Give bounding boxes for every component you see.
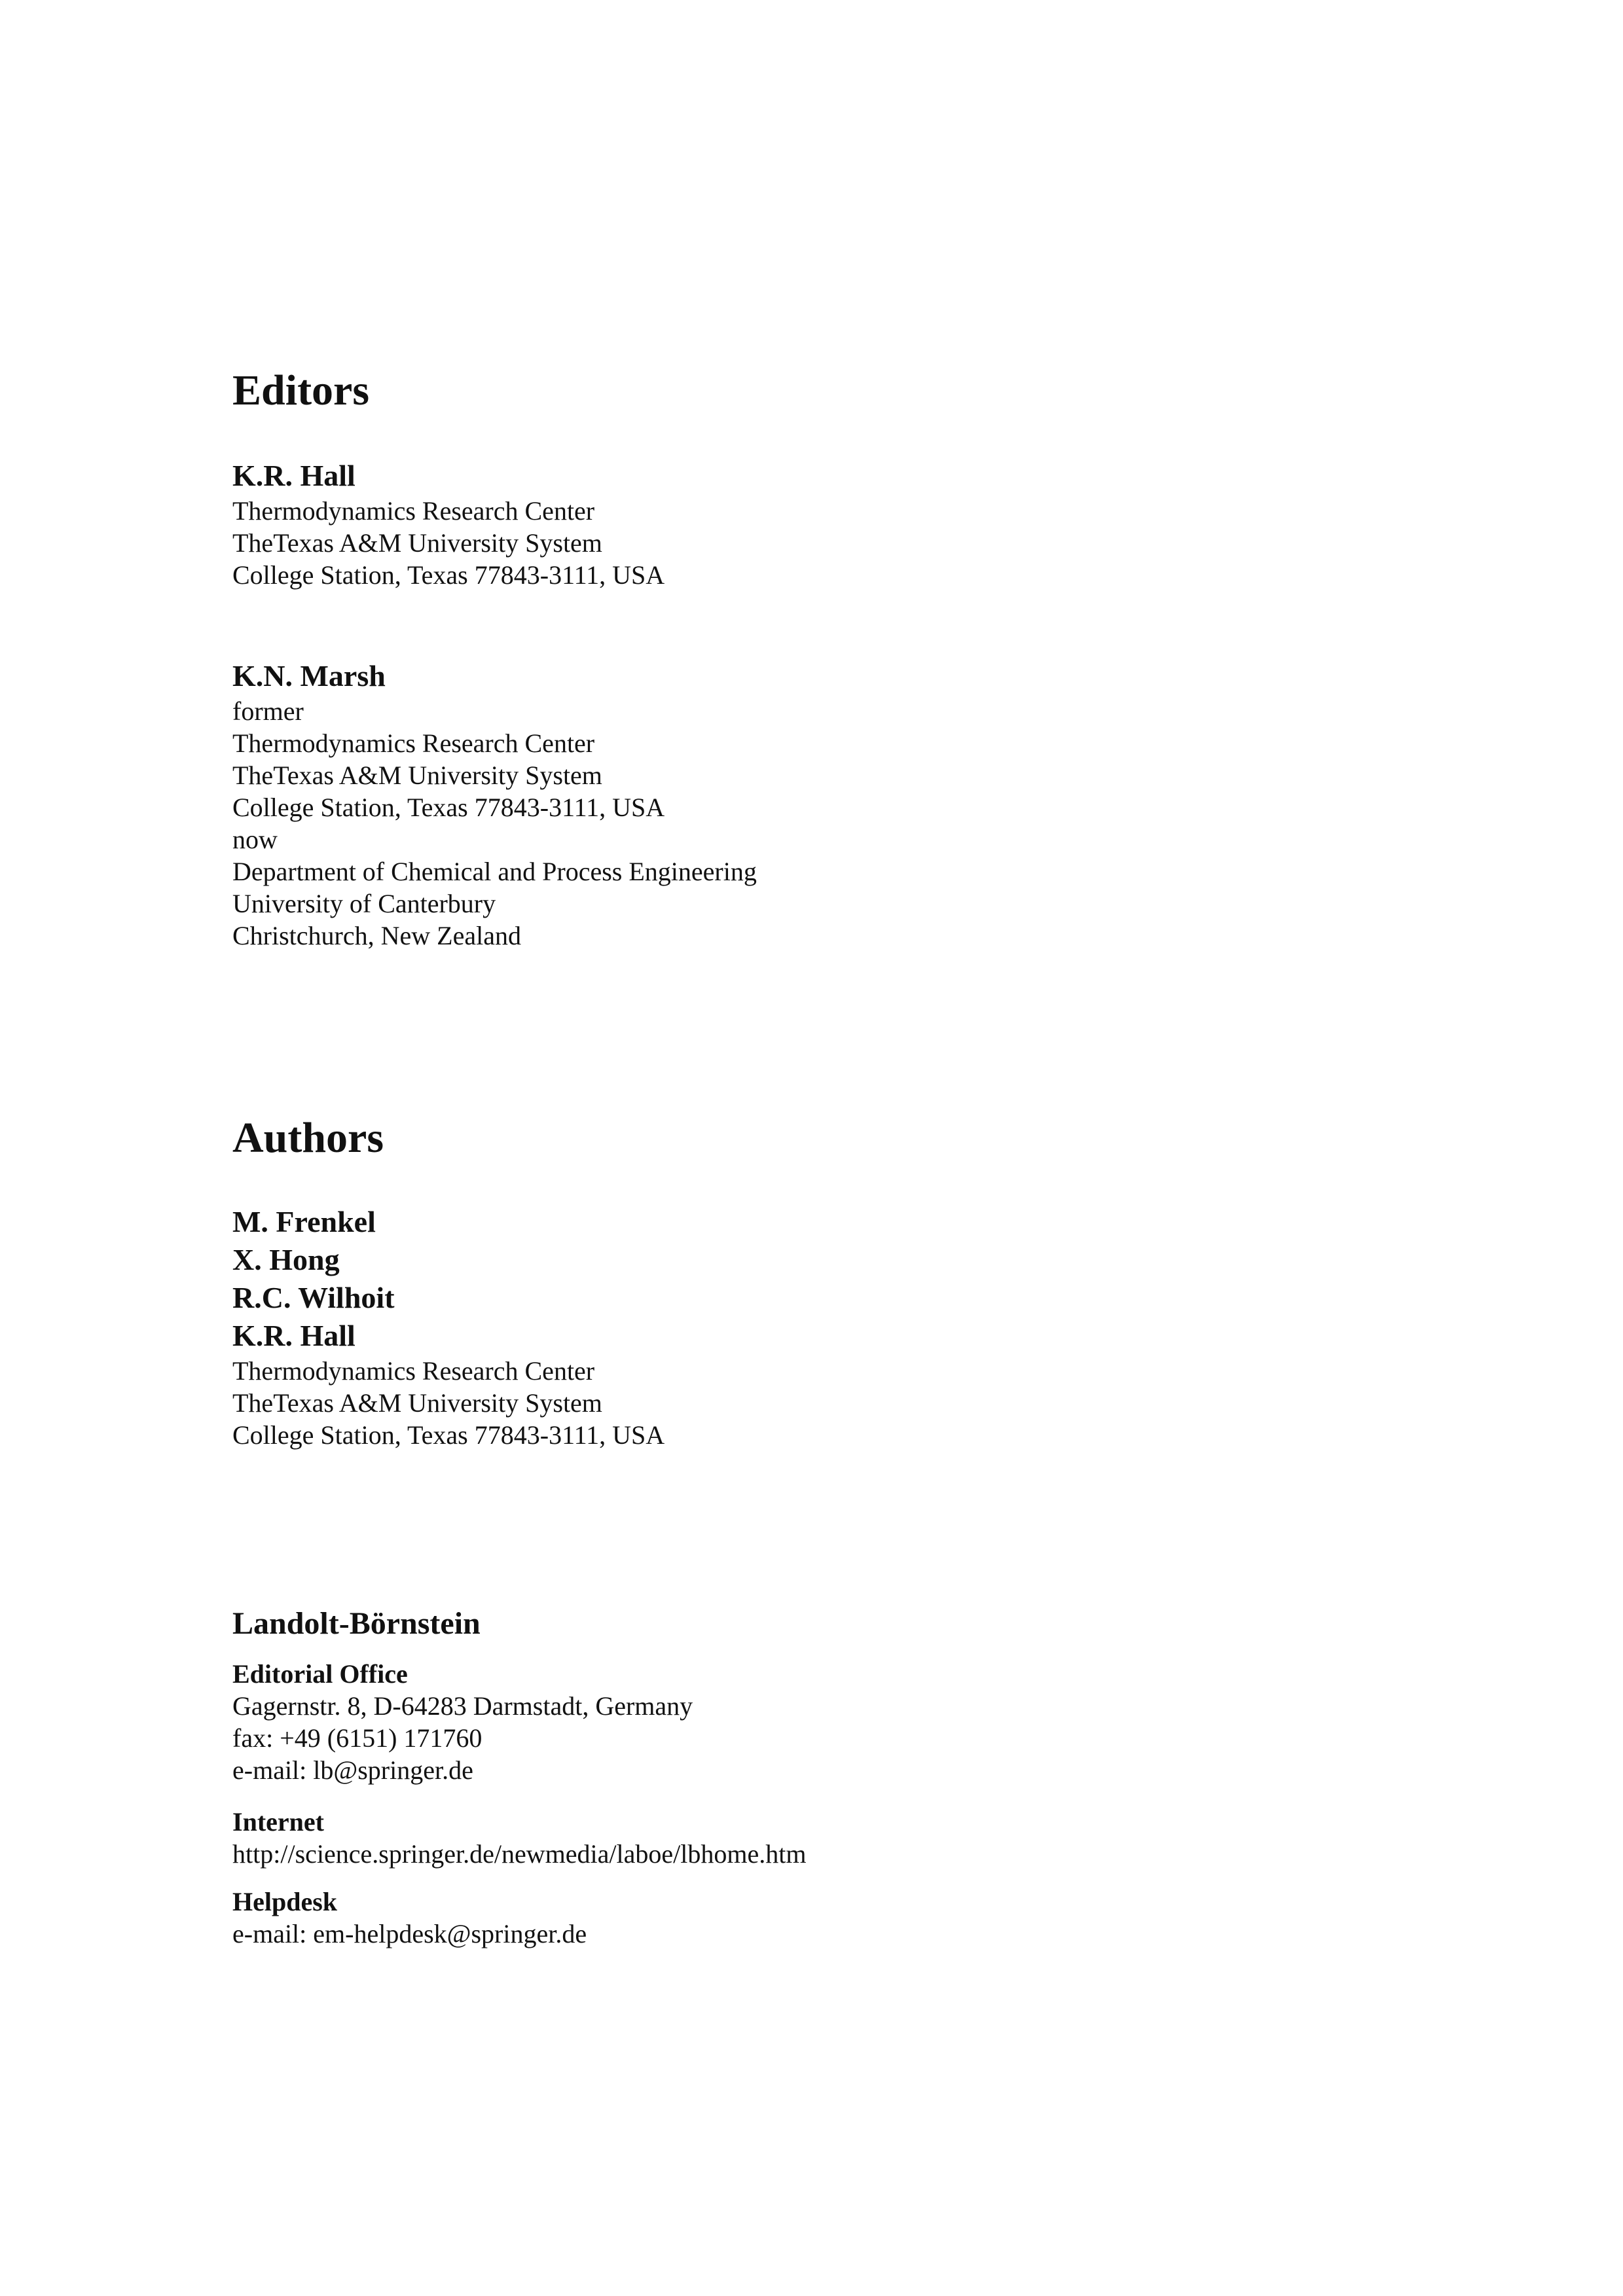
editor-name: K.R. Hall [232,459,356,492]
affiliation-line: Thermodynamics Research Center [232,728,595,758]
editorial-office-block [232,1659,1623,1786]
office-email: e-mail: lb@springer.de [232,1755,473,1785]
affiliation-line: College Station, Texas 77843-3111, USA [232,560,665,590]
affiliation-line: University of Canterbury [232,889,496,918]
landolt-bornstein-block [232,1605,1623,1643]
author-name: R.C. Wilhoit [232,1281,395,1314]
affiliation-line: Thermodynamics Research Center [232,1356,595,1386]
office-fax: fax: +49 (6151) 171760 [232,1723,483,1753]
internet-url: http://science.springer.de/newmedia/laboe/lbhome.htm [232,1839,807,1869]
authors-block [232,1203,1623,1451]
internet-title: Internet [232,1807,324,1837]
helpdesk-email: e-mail: em-helpdesk@springer.de [232,1919,587,1948]
affiliation-line: Department of Chemical and Process Engineering [232,857,757,886]
editorial-office-title: Editorial Office [232,1659,408,1689]
author-name: X. Hong [232,1243,340,1276]
affiliation-line: TheTexas A&M University System [232,761,602,790]
affiliation-line: former [232,696,304,726]
affiliation-line: now [232,825,278,854]
landolt-bornstein-heading: Landolt-Börnstein [232,1606,481,1641]
author-name: K.R. Hall [232,1319,356,1352]
affiliation-line: TheTexas A&M University System [232,528,602,558]
editor-name: K.N. Marsh [232,659,386,692]
editors-heading-block [232,365,1623,416]
author-name: M. Frenkel [232,1205,376,1238]
helpdesk-block [232,1886,1623,1950]
editors-heading: Editors [232,367,370,414]
affiliation-line: TheTexas A&M University System [232,1388,602,1418]
editor-hall-block [232,457,1623,591]
internet-block [232,1806,1623,1870]
affiliation-line: College Station, Texas 77843-3111, USA [232,1420,665,1450]
affiliation-line: College Station, Texas 77843-3111, USA [232,793,665,822]
affiliation-line: Christchurch, New Zealand [232,921,521,950]
authors-heading-block [232,1112,1623,1164]
affiliation-line: Thermodynamics Research Center [232,496,595,526]
editor-marsh-block [232,657,1623,952]
office-address: Gagernstr. 8, D-64283 Darmstadt, Germany [232,1691,693,1721]
authors-heading: Authors [232,1114,384,1162]
helpdesk-title: Helpdesk [232,1887,338,1916]
